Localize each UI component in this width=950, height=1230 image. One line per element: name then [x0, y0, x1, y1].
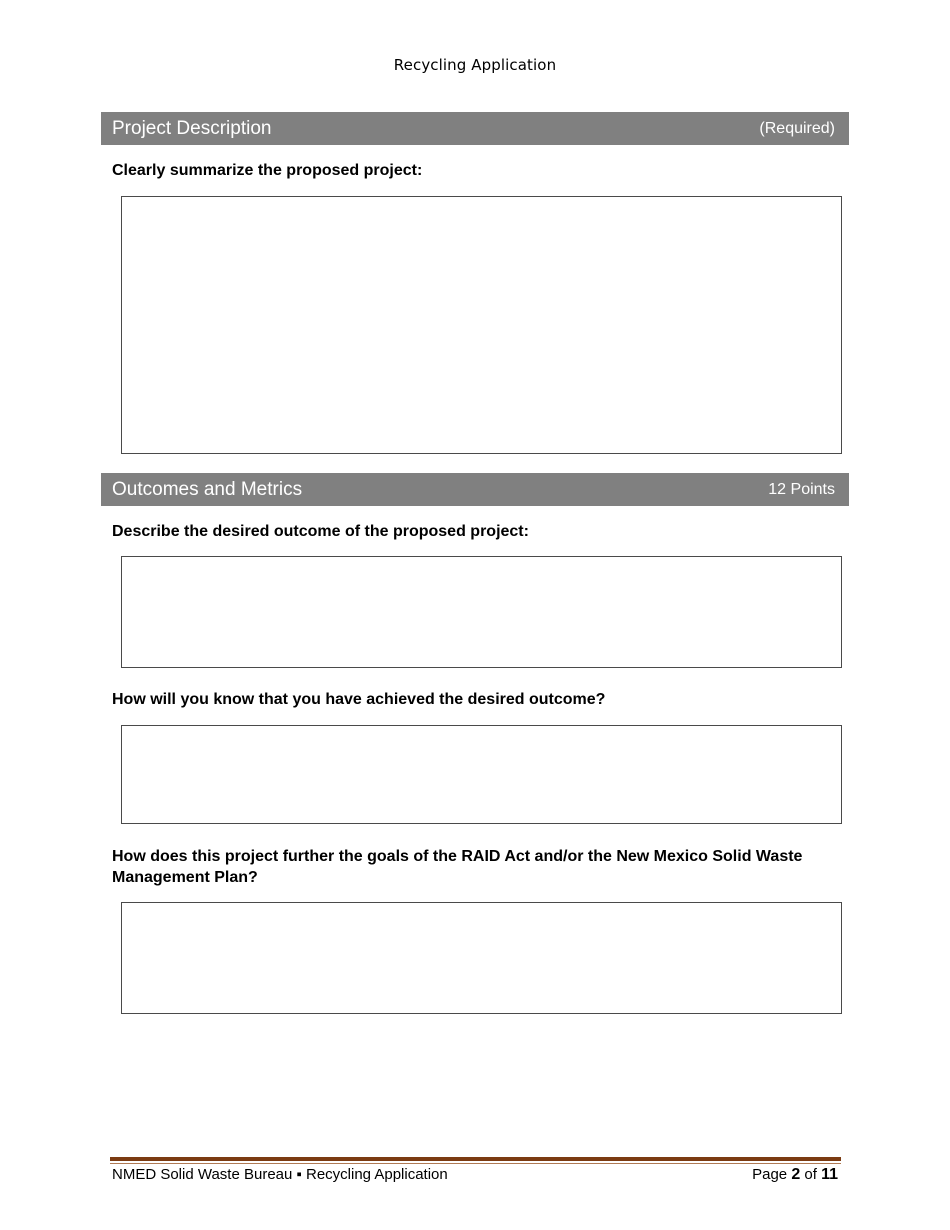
raid-act-goals-field[interactable] [121, 902, 842, 1014]
question-achievement-measure: How will you know that you have achieved the desired outcome? [112, 691, 606, 708]
footer-rule-thin [110, 1163, 841, 1164]
page-current: 2 [791, 1166, 801, 1183]
section-bar-outcomes-metrics [101, 473, 849, 506]
section-title: Project Description [112, 117, 272, 139]
question-project-summary: Clearly summarize the proposed project: [112, 162, 423, 179]
page-header: Recycling Application [393, 56, 557, 74]
footer-rule [110, 1157, 841, 1161]
desired-outcome-field[interactable] [121, 556, 842, 668]
section-required-label: (Required) [759, 119, 835, 137]
project-summary-field[interactable] [121, 196, 842, 454]
section-title: Outcomes and Metrics [112, 478, 303, 500]
achievement-measure-field[interactable] [121, 725, 842, 824]
section-bar-project-description [101, 112, 849, 145]
question-raid-act-goals: How does this project further the goals of the RAID Act and/or the New Mexico Solid Waste Management Plan? [112, 848, 803, 886]
page-prefix: Page [752, 1166, 792, 1183]
question-desired-outcome: Describe the desired outcome of the proposed project: [112, 523, 529, 540]
page-total: 11 [821, 1166, 838, 1183]
section-points-label: 12 Points [768, 480, 835, 498]
footer-document-label: NMED Solid Waste Bureau ▪ Recycling Application [112, 1166, 448, 1183]
page-of: of [800, 1166, 822, 1183]
footer-page-number [752, 1166, 838, 1184]
